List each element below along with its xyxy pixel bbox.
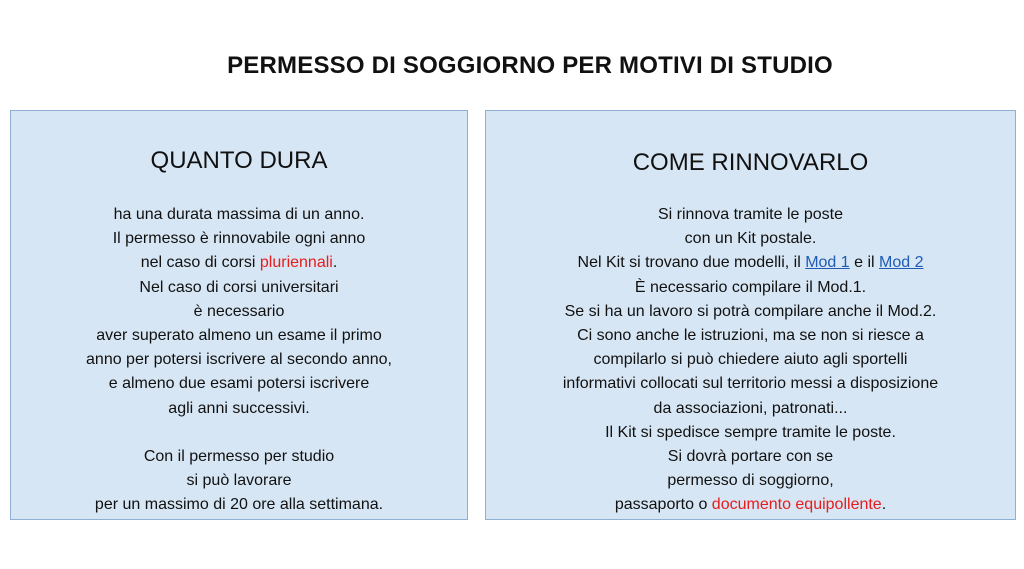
- renewal-panel: [485, 110, 1016, 520]
- text-fragment: .: [881, 496, 887, 514]
- text-line: è necessario: [193, 302, 285, 320]
- text-line: Il Kit si spedisce sempre tramite le poste.: [605, 423, 896, 441]
- renewal-heading: COME RINNOVARLO: [632, 149, 869, 176]
- text-fragment: Nel Kit si trovano due modelli, il: [577, 254, 806, 272]
- text-line: Ci sono anche le istruzioni, ma se non si riesce a: [577, 327, 924, 345]
- text-line: compilarlo si può chiedere aiuto agli sportelli: [593, 351, 908, 369]
- renewal-text: [486, 203, 1015, 518]
- page-title: PERMESSO DI SOGGIORNO PER MOTIVI DI STUDIO: [227, 52, 833, 79]
- text-line: [486, 493, 1015, 517]
- highlighted-term: pluriennali: [259, 254, 333, 272]
- text-line: e almeno due esami potersi iscrivere: [108, 375, 370, 393]
- text-line: con un Kit postale.: [684, 230, 817, 248]
- text-line: Nel caso di corsi universitari: [139, 278, 339, 296]
- paragraph-spacer: [11, 421, 467, 445]
- duration-panel: [10, 110, 468, 520]
- text-line: Con il permesso per studio: [143, 448, 335, 466]
- text-line: da associazioni, patronati...: [653, 399, 848, 417]
- mod-2-link[interactable]: Mod 2: [879, 254, 924, 272]
- text-line: Si rinnova tramite le poste: [658, 206, 843, 223]
- text-line: aver superato almeno un esame il primo: [96, 327, 382, 345]
- text-line: [11, 251, 467, 275]
- text-line: Se si ha un lavoro si potrà compilare anche il Mod.2.: [564, 302, 937, 320]
- text-line: per un massimo di 20 ore alla settimana.: [94, 496, 384, 514]
- text-fragment: .: [332, 254, 338, 272]
- text-line: Si dovrà portare con se: [667, 448, 834, 466]
- duration-heading: QUANTO DURA: [150, 147, 328, 174]
- text-fragment: passaporto o: [614, 496, 712, 514]
- text-line: agli anni successivi.: [168, 399, 310, 417]
- duration-text: [11, 203, 467, 518]
- text-line: ha una durata massima di un anno.: [113, 206, 365, 223]
- text-line: si può lavorare: [186, 472, 292, 490]
- text-line: anno per potersi iscrivere al secondo anno,: [86, 351, 392, 369]
- text-fragment: nel caso di corsi: [140, 254, 260, 272]
- mod-1-link[interactable]: Mod 1: [805, 254, 850, 272]
- text-line: informativi collocati sul territorio messi a disposizione: [562, 375, 939, 393]
- text-fragment: e il: [849, 254, 879, 272]
- text-line: Il permesso è rinnovabile ogni anno: [112, 230, 366, 248]
- highlighted-term: documento equipollente: [711, 496, 882, 514]
- text-line: permesso di soggiorno,: [667, 472, 834, 490]
- text-line: [486, 251, 1015, 275]
- text-line: È necessario compilare il Mod.1.: [634, 278, 867, 296]
